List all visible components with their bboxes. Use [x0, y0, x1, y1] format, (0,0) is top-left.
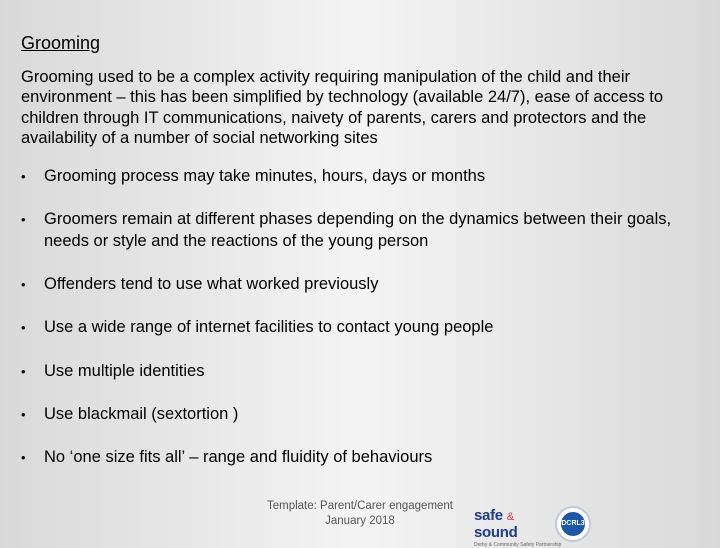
- bullet-marker: •: [21, 212, 26, 227]
- bullet-text: No ‘one size fits all’ – range and fluidity of behaviours: [44, 448, 433, 466]
- bullet-item: [21, 166, 701, 188]
- bullet-text: Groomers remain at different phases depending on the dynamics between their goals, needs or style and the reactions of the young person: [44, 210, 672, 250]
- bullet-text: Use a wide range of internet facilities to contact young people: [44, 318, 494, 336]
- bullet-text: Use multiple identities: [44, 362, 205, 380]
- bullet-marker: •: [21, 407, 26, 422]
- bullet-item: [21, 447, 701, 469]
- dcl-badge-text: DCRL3: [561, 512, 585, 536]
- logo-subtitle: Derby & Community Safety Partnership: [474, 542, 562, 548]
- footer-line-1: Template: Parent/Carer engagement: [266, 500, 454, 512]
- logo-ampersand: &: [506, 511, 514, 523]
- bullet-text: Use blackmail (sextortion ): [44, 405, 239, 423]
- bullet-item: [21, 361, 701, 383]
- bullet-text: Grooming process may take minutes, hours, days or months: [44, 167, 486, 185]
- logo-word-safe: safe: [474, 507, 503, 524]
- bullet-marker: •: [21, 169, 26, 184]
- bullet-item: [21, 404, 701, 426]
- bullet-item: [21, 317, 701, 339]
- intro-paragraph: Grooming used to be a complex activity requiring manipulation of the child and their environment – this has been simplified by technology (available 24/7), ease of access to children through IT communications, naivety of parents, carers and protectors and the availability of a number of social networking sites: [21, 68, 664, 147]
- bullet-marker: •: [21, 450, 26, 465]
- logo-word-sound: sound: [474, 524, 518, 541]
- bullet-item: [21, 209, 701, 252]
- safe-and-sound-logo: [474, 507, 562, 548]
- slide-title: Grooming: [21, 33, 101, 53]
- bullet-marker: •: [21, 277, 26, 292]
- bullet-marker: •: [21, 320, 26, 335]
- bullet-item: [21, 274, 701, 296]
- bullet-marker: •: [21, 364, 26, 379]
- footer-caption: [260, 499, 460, 529]
- footer-line-2: January 2018: [325, 515, 395, 527]
- dcl-badge-logo: [555, 506, 591, 542]
- bullet-text: Offenders tend to use what worked previously: [44, 275, 379, 293]
